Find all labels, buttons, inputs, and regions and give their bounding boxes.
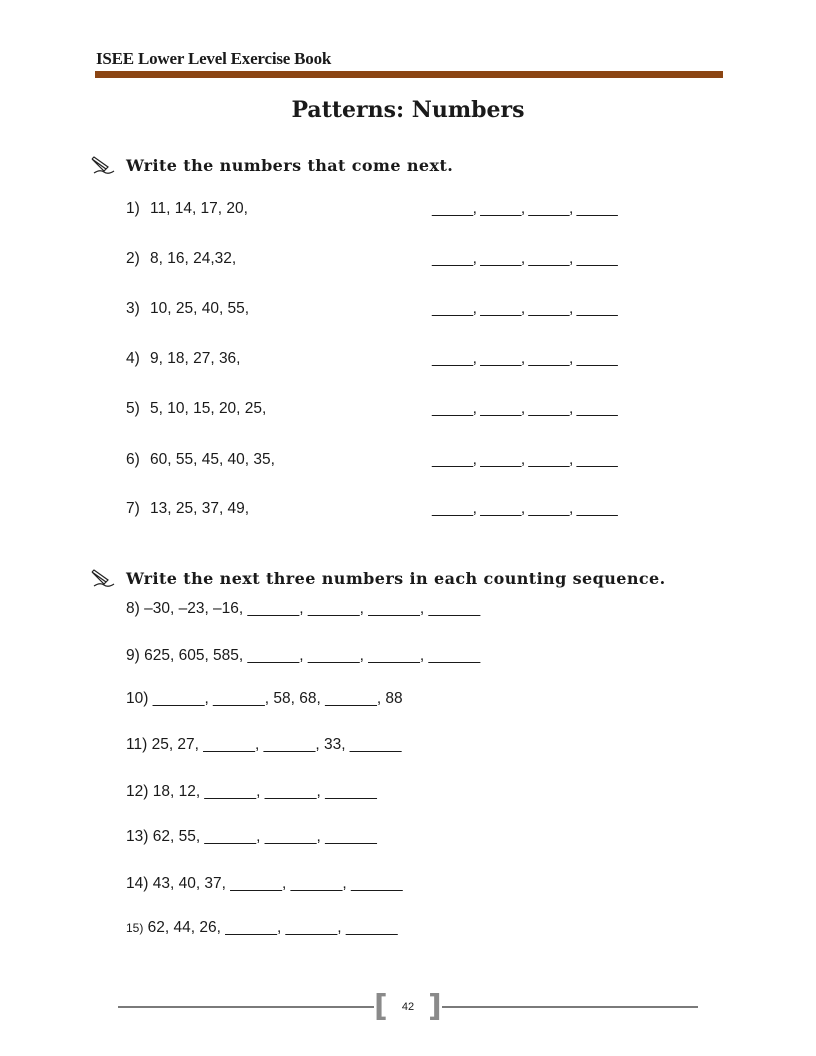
answer-blanks[interactable]: _____, _____, _____, _____ (432, 500, 618, 517)
question-number: 2) (126, 250, 140, 267)
question-number: 10) (126, 690, 149, 707)
question-4 (126, 348, 241, 370)
section2-instruction-text: Write the next three numbers in each counting sequence. (126, 568, 666, 588)
pencil-writing-icon (90, 568, 116, 588)
question-3 (126, 298, 249, 320)
question-6 (126, 449, 275, 471)
footer-rule-left (118, 1006, 374, 1008)
question-number: 5) (126, 400, 140, 417)
question-sequence[interactable]: 62, 55, ______, ______, ______ (152, 828, 377, 845)
question-sequence[interactable]: 62, 44, 26, ______, ______, ______ (147, 919, 398, 936)
question-5 (126, 398, 266, 420)
question-sequence: 5, 10, 15, 20, 25, (150, 400, 267, 417)
question-sequence: 9, 18, 27, 36, (150, 350, 241, 367)
question-number: 14) (126, 875, 149, 892)
question-sequence[interactable]: 18, 12, ______, ______, ______ (152, 783, 377, 800)
question-sequence[interactable]: –30, –23, –16, ______, ______, ______, ______ (144, 600, 481, 617)
question-10[interactable] (126, 688, 403, 710)
question-number: 11) (126, 736, 148, 753)
question-sequence: 13, 25, 37, 49, (150, 500, 250, 517)
question-9[interactable] (126, 645, 480, 667)
question-number: 1) (126, 200, 140, 217)
question-number: 9) (126, 647, 140, 664)
question-number: 4) (126, 350, 140, 367)
question-number: 15) (126, 921, 144, 935)
footer-rule-right (442, 1006, 698, 1008)
section1-instruction (90, 154, 453, 176)
header-rule (95, 71, 723, 78)
section2-instruction (90, 567, 666, 589)
question-12[interactable] (126, 781, 377, 803)
question-15[interactable] (126, 917, 398, 939)
answer-blanks[interactable]: _____, _____, _____, _____ (432, 350, 618, 367)
question-sequence[interactable]: ______, ______, 58, 68, ______, 88 (152, 690, 403, 707)
question-13[interactable] (126, 826, 377, 848)
question-number: 6) (126, 451, 140, 468)
answer-blanks[interactable]: _____, _____, _____, _____ (432, 451, 618, 468)
question-1 (126, 198, 248, 220)
question-number: 12) (126, 783, 149, 800)
question-sequence[interactable]: 43, 40, 37, ______, ______, ______ (152, 875, 403, 892)
page-title: Patterns: Numbers (291, 97, 525, 123)
question-14[interactable] (126, 873, 403, 895)
header-title: ISEE Lower Level Exercise Book (96, 49, 332, 68)
question-7 (126, 498, 249, 520)
answer-blanks[interactable]: _____, _____, _____, _____ (432, 250, 618, 267)
question-sequence: 11, 14, 17, 20, (150, 200, 248, 217)
answer-blanks[interactable]: _____, _____, _____, _____ (432, 300, 618, 317)
question-11[interactable] (126, 734, 402, 756)
question-8[interactable] (126, 598, 480, 620)
page-number: 42 (401, 1001, 415, 1013)
question-sequence[interactable]: 625, 605, 585, ______, ______, ______, ______ (144, 647, 481, 664)
section1-instruction-text: Write the numbers that come next. (126, 155, 454, 175)
question-sequence[interactable]: 25, 27, ______, ______, 33, ______ (151, 736, 402, 753)
question-number: 3) (126, 300, 140, 317)
footer-bracket-left: [ (374, 989, 388, 1024)
footer-bracket-right: ] (428, 989, 442, 1024)
question-2 (126, 248, 236, 270)
question-sequence: 10, 25, 40, 55, (150, 300, 250, 317)
answer-blanks[interactable]: _____, _____, _____, _____ (432, 200, 618, 217)
answer-blanks[interactable]: _____, _____, _____, _____ (432, 400, 618, 417)
question-number: 13) (126, 828, 149, 845)
question-sequence: 60, 55, 45, 40, 35, (150, 451, 275, 468)
pencil-writing-icon (90, 155, 116, 175)
question-number: 8) (126, 600, 140, 617)
question-sequence: 8, 16, 24,32, (150, 250, 237, 267)
question-number: 7) (126, 500, 140, 517)
